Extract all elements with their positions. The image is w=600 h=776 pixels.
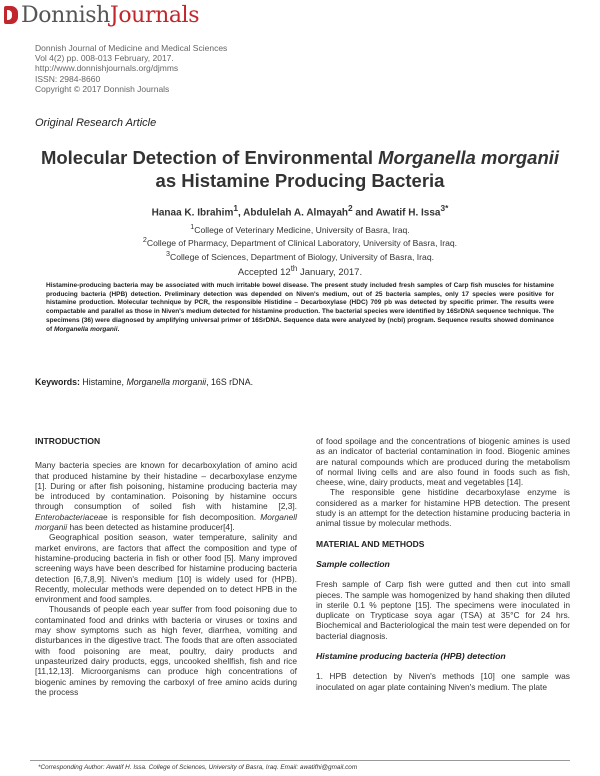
logo-mark-icon: [4, 6, 18, 24]
journal-name: Donnish Journal of Medicine and Medical Sciences: [35, 43, 228, 53]
title-part-1: Molecular Detection of Environmental: [40, 147, 379, 168]
paragraph-text: has been detected as histamine producer[4].: [67, 522, 235, 533]
accepted-prefix: Accepted 12: [237, 267, 291, 279]
affiliation-text: College of Sciences, Department of Biology, University of Basra, Iraq.: [170, 251, 434, 262]
affiliation-text: College of Pharmacy, Department of Clinical Laboratory, University of Basra, Iraq.: [146, 238, 458, 249]
species-text: Morganell morganii: [35, 511, 297, 533]
paragraph: Geographical position season, water temperature, salinity and market environs, are factors that affect the composition and type of histamine-producing bacteria in fish or other food [5]. Many improved screening ways have been described for histamine producing bacteria detection [6,7,8,9]. Niven's medium [10] is widely used for (HPB). Recently, molecular methods were depended on to detect HPB in the environment and food samples.: [35, 532, 297, 605]
author-separator: and: [352, 207, 376, 219]
journal-logo: [4, 2, 199, 28]
affiliation-line: [30, 222, 570, 235]
abstract-end: .: [117, 325, 120, 333]
author-sup: 1: [233, 203, 238, 213]
paragraph: 1. HPB detection by Niven's methods [10] one sample was inoculated on agar plate containing Niven's medium. The plate: [316, 671, 570, 692]
author-list: [30, 203, 570, 218]
keyword-text: Histamine,: [79, 377, 127, 387]
logo-text-journals: Journals: [109, 2, 200, 28]
abstract: [46, 282, 554, 334]
affiliation-sup: 3: [166, 249, 170, 258]
keyword-text: , 16S rDNA.: [206, 377, 254, 387]
keywords: [35, 377, 253, 387]
author-name: Awatif H. Issa: [375, 207, 441, 219]
author-name: Hanaa K. Ibrahim: [151, 207, 234, 219]
title-species: Morganella morganii: [378, 147, 560, 168]
accepted-sup: th: [290, 264, 298, 273]
section-heading-introduction: INTRODUCTION: [35, 436, 101, 446]
abstract-species: Morganella morganii: [53, 325, 118, 333]
subsection-heading-sample-collection: Sample collection: [316, 558, 390, 569]
right-column: [316, 436, 570, 692]
affiliation-line: [30, 235, 570, 248]
author-name: Abdulelah A. Almayah: [243, 207, 349, 219]
affiliation-sup: 1: [190, 223, 195, 231]
species-text: Enterobacteriacea: [35, 511, 103, 522]
author-sup: 3*: [440, 203, 449, 213]
journal-info-block: [35, 43, 227, 94]
paragraph: of food spoilage and the concentrations of biogenic amines is used as an indicator of bacterial contamination in food. Biogenic amines are natural compounds which are produced during the metabolism of normal living cells and are also found in foods such as fish, cheese, wine, dairy products, meat and vegetables [14].: [316, 436, 570, 488]
journal-url[interactable]: http://www.donnishjournals.org/djmms: [35, 63, 179, 74]
article-type: Original Research Article: [35, 117, 157, 129]
author-separator: ,: [237, 207, 244, 219]
logo-text-donnish: Donnish: [21, 2, 110, 28]
keywords-label: Keywords:: [35, 377, 80, 387]
affiliation-text: College of Veterinary Medicine, University of Basra, Iraq.: [194, 224, 410, 235]
paragraph-text: Many bacteria species are known for decarboxylation of amino acid that produced histamine by their histadine – decarboxylase enzyme [1]. During or after fish poisoning, histamine producing bacteria may be introduced by contamination. Poisoning by histamine occurs through consumption of soiled fish with histamine [2,3].: [35, 460, 297, 512]
paper-title: [30, 146, 570, 192]
section-heading-methods: MATERIAL AND METHODS: [316, 538, 425, 549]
footnote-divider: [30, 760, 570, 761]
left-column: [35, 436, 297, 697]
accepted-date: [30, 264, 570, 278]
affiliation-sup: 2: [142, 236, 147, 245]
abstract-text: Histamine-producing bacteria may be associated with much irritable bowel disease. The present study included fresh samples of Carp fish muscles for histamine producing bacteria (HPB) detection. Preliminary detection was depended on Niven's medium, out of 25 bacteria samples, only 17 species were positive for histamine production. Molecular technique by PCR, the responsible Histidine – Decarboxylase (HDC) 709 pb was detected by specific primer. The results were compactable and parallel as those in Niven's medium detected for histamine production. The bacterial species were identified by 16SrDNA sequence technique. The specimens (36) were diagnosed by amplifying universal primer of 16SrDNA. Sequence data were analyzed by (ncbi) program. Sequence results showed dominance of: [46, 282, 554, 333]
keyword-species: Morganella morganii: [126, 377, 207, 387]
affiliations: [30, 222, 570, 262]
author-sup: 2: [348, 203, 353, 213]
journal-volume: Vol 4(2) pp. 008-013 February, 2017.: [35, 53, 174, 64]
journal-copyright: Copyright © 2017 Donnish Journals: [35, 83, 170, 94]
paragraph: Fresh sample of Carp fish were gutted and then cut into small pieces. The sample was homogenized by hand shaking then diluted in sterile 0.1 % peptone [15]. The specimens were inoculated in duplicate on Trypticase soya agar (TSA) at 35°C for 24 hrs. Biochemical and Bacteriological the main test were depended on for bacterial diagnosis.: [316, 579, 570, 641]
accepted-suffix: January, 2017.: [297, 267, 363, 279]
paragraph-text: e is responsible for fish decomposition.: [102, 511, 261, 522]
paragraph: Thousands of people each year suffer from food poisoning due to contaminated food and drinks with bacteria or viruses or toxins and may show symptoms such as high fever, diarrhea, vomiting and disturbances in the digestive tract. The foods that are often associated with food poisoning are meat, poultry, dairy products and unpasteurized dairy products, eggs, uncooked shellfish, fish and rice [11,12,13]. Microorganisms can produce high concentrations of biogenic amines by removing the carboxyl of free amino acids during the process: [35, 604, 297, 697]
subsection-heading-hpb-detection: Histamine producing bacteria (HPB) detection: [316, 651, 506, 662]
affiliation-line: [30, 249, 570, 262]
journal-issn: ISSN: 2984-8660: [35, 73, 101, 84]
title-part-2: as Histamine Producing Bacteria: [155, 170, 445, 191]
paragraph: [35, 460, 297, 532]
paragraph: The responsible gene histidine decarboxylase enzyme is considered as a marker for histamine HPB detection. The present study is an attempt for the detection histamine producing bacteria in animal tissue by molecular methods.: [316, 487, 570, 529]
corresponding-author-footnote: *Corresponding Author: Awatif H. Issa. College of Sciences, University of Basra, Iraq. Email: awatifhi@gmail.com: [38, 764, 358, 771]
